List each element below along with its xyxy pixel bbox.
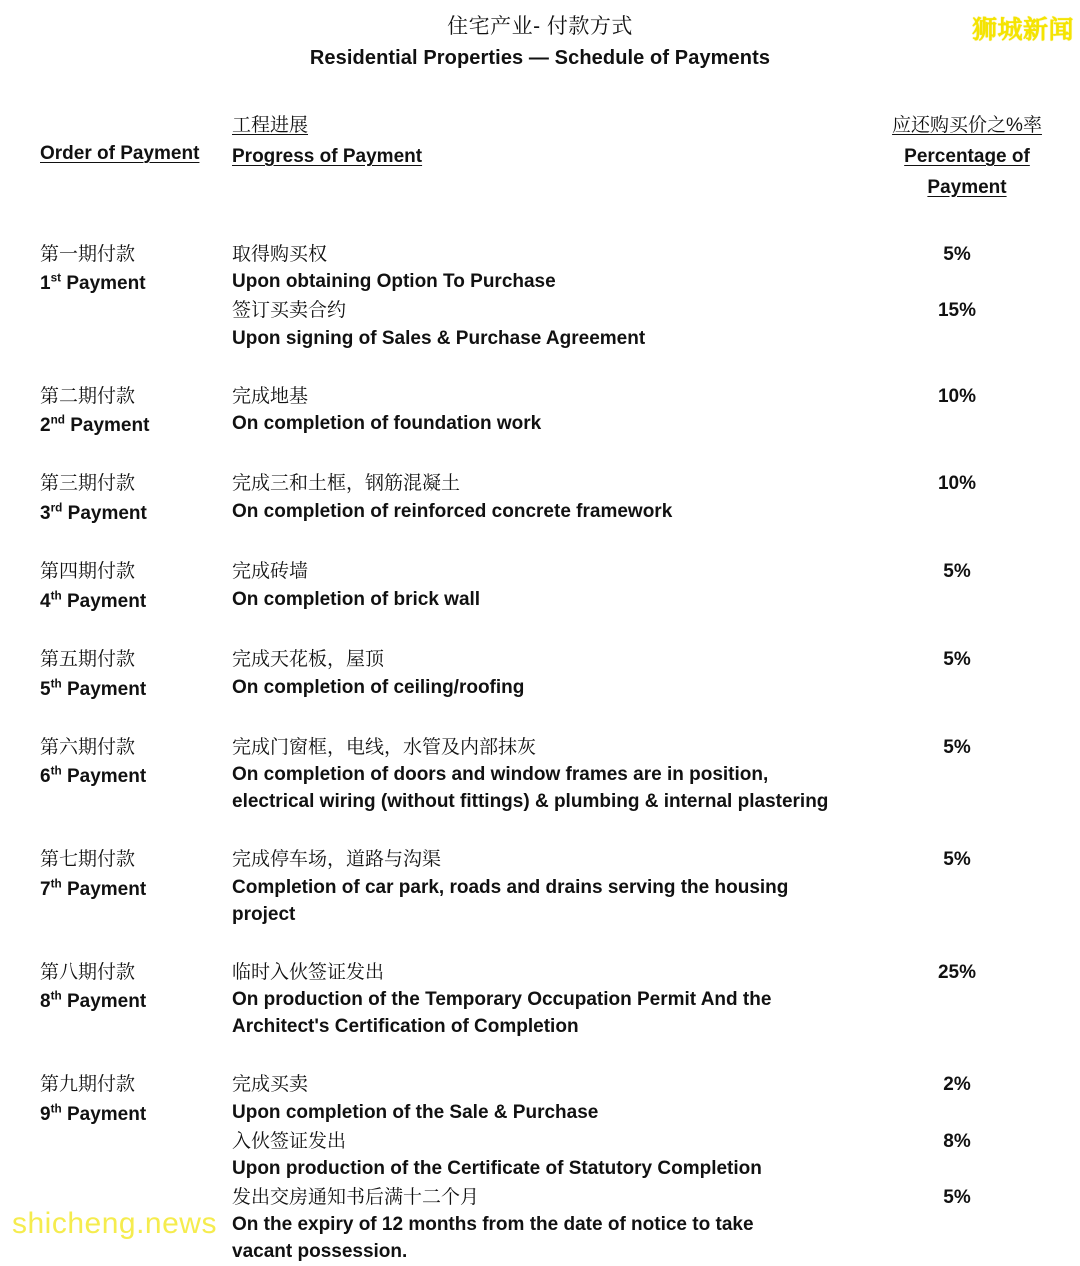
- order-ordinal-suffix: th: [50, 989, 62, 1003]
- cell-order-of-payment: [40, 382, 232, 441]
- order-label-english: [40, 499, 232, 528]
- order-label-english: [40, 762, 232, 791]
- order-ordinal-suffix: th: [50, 765, 62, 779]
- cell-order-of-payment: [40, 845, 232, 904]
- milestone-description-english: On production of the Temporary Occupation Permit And the Architect's Certification of Completion: [232, 989, 772, 1038]
- header-percentage-english: Percentage of Payment: [904, 146, 1030, 198]
- milestone-description-english: Completion of car park, roads and drains serving the housing project: [232, 876, 789, 925]
- order-label-english: [40, 675, 232, 704]
- milestone-description-chinese: 完成门窗框，电线，水管及内部抹灰: [232, 737, 537, 759]
- milestone-chinese-line: [232, 645, 1032, 674]
- milestone-description-english: On completion of reinforced concrete framework: [232, 500, 673, 522]
- payment-schedule-table: [0, 111, 1080, 1266]
- milestone-chinese-line: [232, 1070, 1032, 1099]
- table-row: [40, 733, 1042, 816]
- order-ordinal-suffix: th: [50, 589, 62, 603]
- cell-progress-of-payment: [232, 958, 1042, 1041]
- milestone-description-english: Upon production of the Certificate of Statutory Completion: [232, 1158, 762, 1180]
- order-label-english: [40, 269, 232, 298]
- watermark-shicheng-news-chinese: 狮城新闻: [971, 16, 1074, 44]
- table-row: [40, 469, 1042, 528]
- order-payment-word: Payment: [70, 414, 150, 436]
- payment-milestone: [232, 469, 1032, 525]
- milestone-text-wrap: [232, 557, 882, 586]
- milestone-text-wrap: [232, 645, 882, 674]
- milestone-chinese-line: [232, 296, 1032, 325]
- order-label-chinese: 第一期付款: [40, 243, 136, 265]
- header-progress-english: Progress of Payment: [232, 146, 423, 168]
- watermark-shicheng-news-domain: shicheng.news: [12, 1207, 217, 1240]
- order-label-chinese: 第七期付款: [40, 849, 136, 871]
- order-ordinal-number: 4: [40, 590, 51, 612]
- percentage-value: 25%: [937, 961, 977, 983]
- order-ordinal-number: 3: [40, 502, 51, 524]
- payment-milestone: [232, 296, 1032, 352]
- order-ordinal-number: 7: [40, 878, 51, 900]
- document-title-block: [0, 0, 1080, 73]
- milestone-text-wrap: [232, 733, 882, 762]
- milestone-text-wrap: [232, 845, 882, 874]
- cell-progress-of-payment: [232, 1070, 1042, 1266]
- order-payment-word: Payment: [66, 766, 147, 788]
- milestone-description-english: On the expiry of 12 months from the date of notice to take vacant possession.: [232, 1214, 754, 1263]
- table-row: [40, 1070, 1042, 1266]
- percentage-value: 5%: [943, 561, 971, 583]
- payment-milestone: [232, 958, 1032, 1041]
- order-label-english: [40, 1100, 232, 1129]
- order-ordinal-number: 9: [40, 1103, 51, 1125]
- cell-order-of-payment: [40, 240, 232, 299]
- order-label-english: [40, 987, 232, 1016]
- payment-milestone: [232, 733, 1032, 816]
- percentage-value: 5%: [943, 649, 971, 671]
- table-row: [40, 240, 1042, 353]
- percentage-value: 2%: [943, 1074, 971, 1096]
- order-label-english: [40, 875, 232, 904]
- percentage-value: 5%: [943, 737, 971, 759]
- order-ordinal-suffix: th: [50, 877, 62, 891]
- milestone-chinese-line: [232, 733, 1032, 762]
- milestone-chinese-line: [232, 958, 1032, 987]
- milestone-description-chinese: 临时入伙签证发出: [232, 961, 385, 983]
- cell-order-of-payment: [40, 733, 232, 792]
- order-label-chinese: 第八期付款: [40, 961, 136, 983]
- milestone-chinese-line: [232, 382, 1032, 411]
- milestone-description-chinese: 取得购买权: [232, 243, 328, 265]
- milestone-description-english: Upon completion of the Sale & Purchase: [232, 1101, 599, 1123]
- milestone-text-wrap: [232, 1183, 882, 1212]
- order-ordinal-number: 5: [40, 678, 51, 700]
- payment-milestone: [232, 557, 1032, 613]
- cell-order-of-payment: [40, 958, 232, 1017]
- milestone-description-chinese: 入伙签证发出: [232, 1130, 347, 1152]
- header-cell-percentage: [892, 111, 1042, 203]
- milestone-description-chinese: 完成地基: [232, 385, 309, 407]
- cell-progress-of-payment: [232, 382, 1042, 438]
- percentage-value: 5%: [943, 1186, 971, 1208]
- percentage-value: 10%: [937, 473, 977, 495]
- cell-progress-of-payment: [232, 845, 1042, 928]
- percentage-value: 10%: [937, 385, 977, 407]
- order-ordinal-suffix: th: [50, 677, 62, 691]
- percentage-value: 5%: [943, 849, 971, 871]
- milestone-description-chinese: 完成天花板，屋顶: [232, 649, 385, 671]
- cell-order-of-payment: [40, 645, 232, 704]
- header-progress-chinese: 工程进展: [232, 115, 309, 137]
- table-row: [40, 645, 1042, 704]
- milestone-description-chinese: 完成三和土框，钢筋混凝土: [232, 473, 461, 495]
- table-row: [40, 958, 1042, 1041]
- milestone-text-wrap: [232, 1070, 882, 1099]
- order-label-chinese: 第五期付款: [40, 649, 136, 671]
- order-payment-word: Payment: [66, 991, 147, 1013]
- order-payment-word: Payment: [66, 878, 147, 900]
- order-label-chinese: 第四期付款: [40, 561, 136, 583]
- cell-order-of-payment: [40, 469, 232, 528]
- milestone-description-english: On completion of ceiling/roofing: [232, 676, 525, 698]
- order-payment-word: Payment: [66, 590, 147, 612]
- order-payment-word: Payment: [67, 502, 147, 524]
- milestone-description-english: Upon signing of Sales & Purchase Agreement: [232, 327, 646, 349]
- milestone-text-wrap: [232, 958, 882, 987]
- table-row: [40, 382, 1042, 441]
- milestone-chinese-line: [232, 469, 1032, 498]
- order-payment-word: Payment: [66, 1103, 147, 1125]
- cell-order-of-payment: [40, 557, 232, 616]
- cell-progress-of-payment: [232, 469, 1042, 525]
- cell-progress-of-payment: [232, 733, 1042, 816]
- milestone-chinese-line: [232, 1127, 1032, 1156]
- order-label-chinese: 第二期付款: [40, 385, 136, 407]
- order-ordinal-number: 8: [40, 991, 51, 1013]
- milestone-chinese-line: [232, 1183, 1032, 1212]
- milestone-chinese-line: [232, 240, 1032, 269]
- milestone-text-wrap: [232, 240, 882, 269]
- milestone-description-chinese: 完成停车场，道路与沟渠: [232, 849, 442, 871]
- order-payment-word: Payment: [66, 678, 147, 700]
- milestone-text-wrap: [232, 296, 882, 325]
- order-ordinal-number: 6: [40, 766, 51, 788]
- order-ordinal-number: 2: [40, 414, 51, 436]
- header-percentage-chinese: 应还购买价之%率: [892, 115, 1042, 137]
- milestone-text-wrap: [232, 469, 882, 498]
- percentage-value: 8%: [943, 1130, 971, 1152]
- table-header-row: [40, 111, 1042, 203]
- order-label-chinese: 第三期付款: [40, 473, 136, 495]
- order-label-english: [40, 587, 232, 616]
- milestone-text-wrap: [232, 1127, 882, 1156]
- page-title-english: Residential Properties — Schedule of Payments: [309, 47, 771, 70]
- order-label-chinese: 第九期付款: [40, 1074, 136, 1096]
- cell-order-of-payment: [40, 1070, 232, 1129]
- milestone-chinese-line: [232, 557, 1032, 586]
- payment-milestone: [232, 240, 1032, 296]
- payment-milestone: [232, 1070, 1032, 1126]
- milestone-description-chinese: 完成砖墙: [232, 561, 309, 583]
- order-payment-word: Payment: [66, 273, 146, 295]
- order-ordinal-suffix: st: [50, 271, 62, 285]
- payment-milestone: [232, 1127, 1032, 1183]
- percentage-value: 5%: [943, 243, 971, 265]
- milestone-description-english: On completion of doors and window frames are in position, electrical wiring (without fittings) & plumbing & internal plastering: [232, 764, 829, 813]
- page-title-chinese: 住宅产业- 付款方式: [447, 15, 633, 38]
- order-label-chinese: 第六期付款: [40, 737, 136, 759]
- header-order-english: Order of Payment: [40, 143, 200, 165]
- milestone-description-english: Upon obtaining Option To Purchase: [232, 271, 556, 293]
- milestone-description-english: On completion of foundation work: [232, 412, 542, 434]
- milestone-chinese-line: [232, 845, 1032, 874]
- table-body: [40, 240, 1042, 1266]
- milestone-description-chinese: 完成买卖: [232, 1074, 309, 1096]
- order-ordinal-suffix: rd: [50, 501, 63, 515]
- order-label-english: [40, 411, 232, 440]
- order-ordinal-suffix: nd: [50, 413, 65, 427]
- milestone-text-wrap: [232, 382, 882, 411]
- order-ordinal-number: 1: [40, 273, 51, 295]
- percentage-value: 15%: [937, 300, 977, 322]
- payment-milestone: [232, 645, 1032, 701]
- milestone-description-english: On completion of brick wall: [232, 588, 481, 610]
- cell-progress-of-payment: [232, 645, 1042, 701]
- payment-milestone: [232, 845, 1032, 928]
- order-ordinal-suffix: th: [50, 1102, 62, 1116]
- payment-milestone: [232, 1183, 1032, 1266]
- table-row: [40, 845, 1042, 928]
- payment-milestone: [232, 382, 1032, 438]
- table-row: [40, 557, 1042, 616]
- milestone-description-chinese: 签订买卖合约: [232, 300, 347, 322]
- header-cell-order: [40, 111, 232, 170]
- cell-progress-of-payment: [232, 557, 1042, 613]
- cell-progress-of-payment: [232, 240, 1042, 353]
- header-cell-progress: [232, 111, 892, 173]
- milestone-description-chinese: 发出交房通知书后满十二个月: [232, 1186, 480, 1208]
